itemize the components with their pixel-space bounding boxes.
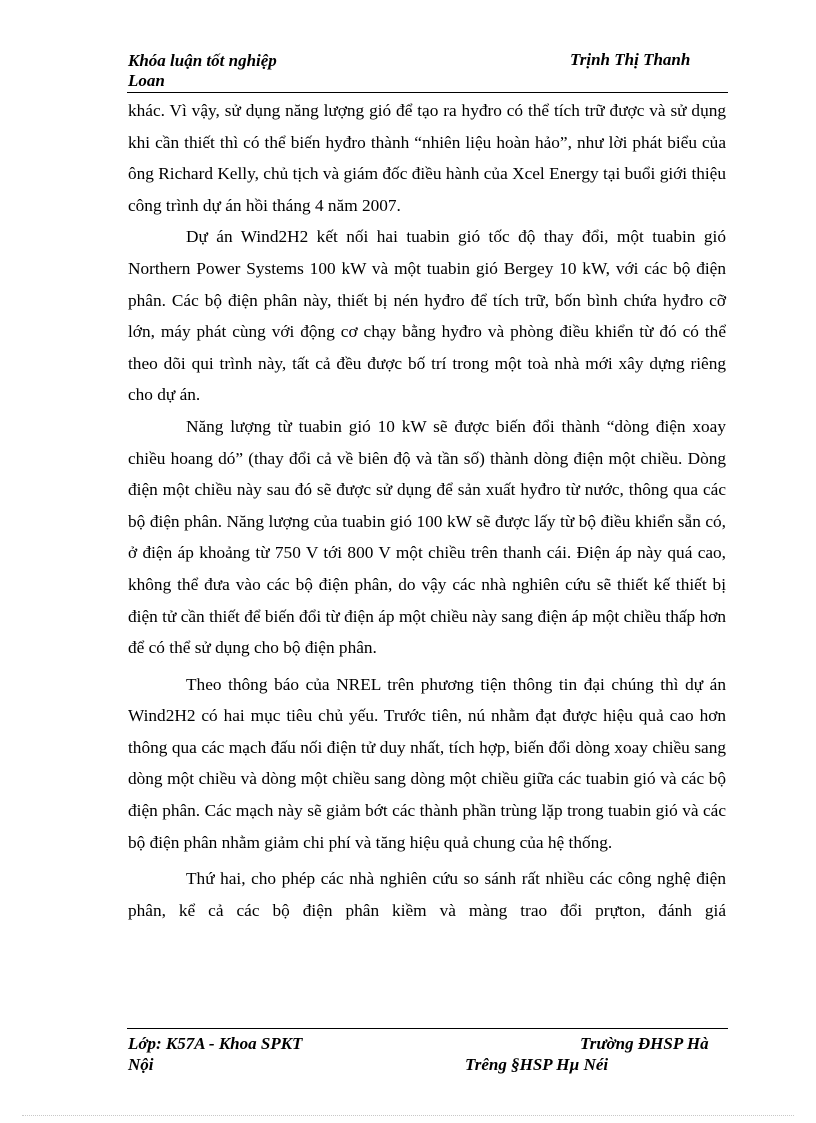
header-rule xyxy=(127,92,728,93)
header-right-cont: Loan xyxy=(128,71,165,90)
header-left: Khóa luận tốt nghiệp xyxy=(128,51,277,70)
footer-right: Trường ĐHSP Hà xyxy=(580,1034,709,1053)
footer-rule xyxy=(127,1028,728,1029)
paragraph-2: Dự án Wind2H2 kết nối hai tuabin gió tốc độ thay đổi, một tuabin gió Northern Power Systems 100 kW và một tuabin gió Bergey 10 kW, với các bộ điện phân. Các bộ điện phân này, thiết bị nén hyđro để tích trữ, bốn bình chứa hyđro cỡ lớn, máy phát cùng với động cơ chạy bằng hyđro và phòng điều khiển từ đó có thể theo dõi qui trình này, tất cả đều được bố trí trong một toà nhà mới xây dựng riêng cho dự án. xyxy=(128,227,726,405)
footer-left-cont: Nội xyxy=(128,1055,154,1074)
footer-center: Trêng §HSP Hµ Néi xyxy=(465,1055,609,1074)
page-edge-dots xyxy=(22,1115,794,1116)
paragraph-5: Thứ hai, cho phép các nhà nghiên cứu so sánh rất nhiều các công nghệ điện phân, kể cả các bộ điện phân kiềm và màng trao đổi prựton, đánh giá xyxy=(128,869,726,920)
paragraph-4: Theo thông báo của NREL trên phương tiện thông tin đại chúng thì dự án Wind2H2 có hai mục tiêu chủ yếu. Trước tiên, nú nhằm đạt được hiệu quả cao hơn thông qua các mạch đấu nối điện tử duy nhất, tích hợp, biến đổi dòng xoay chiều sang dòng một chiều và dòng một chiều sang dòng một chiều giữa các tuabin gió và các bộ điện phân. Các mạch này sẽ giảm bớt các thành phần trùng lặp trong tuabin gió và các bộ điện phân nhằm giảm chi phí và tăng hiệu quả chung của hệ thống. xyxy=(128,674,726,852)
paragraph-1: khác. Vì vậy, sử dụng năng lượng gió để tạo ra hyđro có thể tích trữ được và sử dụng khi cần thiết thì có thể biến hyđro thành “nhiên liệu hoàn hảo”, như lời phát biểu của ông Richard Kelly, chủ tịch và giám đốc điều hành của Xcel Energy tại buổi giới thiệu công trình dự án hồi tháng 4 năm 2007. xyxy=(128,101,726,215)
body-text xyxy=(128,95,726,926)
footer-left: Lớp: K57A - Khoa SPKT xyxy=(128,1034,303,1053)
header-right: Trịnh Thị Thanh xyxy=(570,50,691,69)
paragraph-3: Năng lượng từ tuabin gió 10 kW sẽ được biến đổi thành “dòng điện xoay chiều hoang dó” (thay đổi cả về biên độ và tần số) thành dòng điện một chiều. Dòng điện một chiều này sau đó sẽ được sử dụng để sản xuất hyđro từ nước, thông qua các bộ điện phân. Năng lượng của tuabin gió 100 kW sẽ được lấy từ bộ điều khiển sẵn có, ở điện áp khoảng từ 750 V tới 800 V một chiều trên thanh cái. Điện áp này quá cao, không thể đưa vào các bộ điện phân, do vậy các nhà nghiên cứu sẽ thiết kế thiết bị điện tử cần thiết để biến đổi từ điện áp một chiều này sang điện áp một chiều thấp hơn để có thể sử dụng cho bộ điện phân. xyxy=(128,416,726,658)
